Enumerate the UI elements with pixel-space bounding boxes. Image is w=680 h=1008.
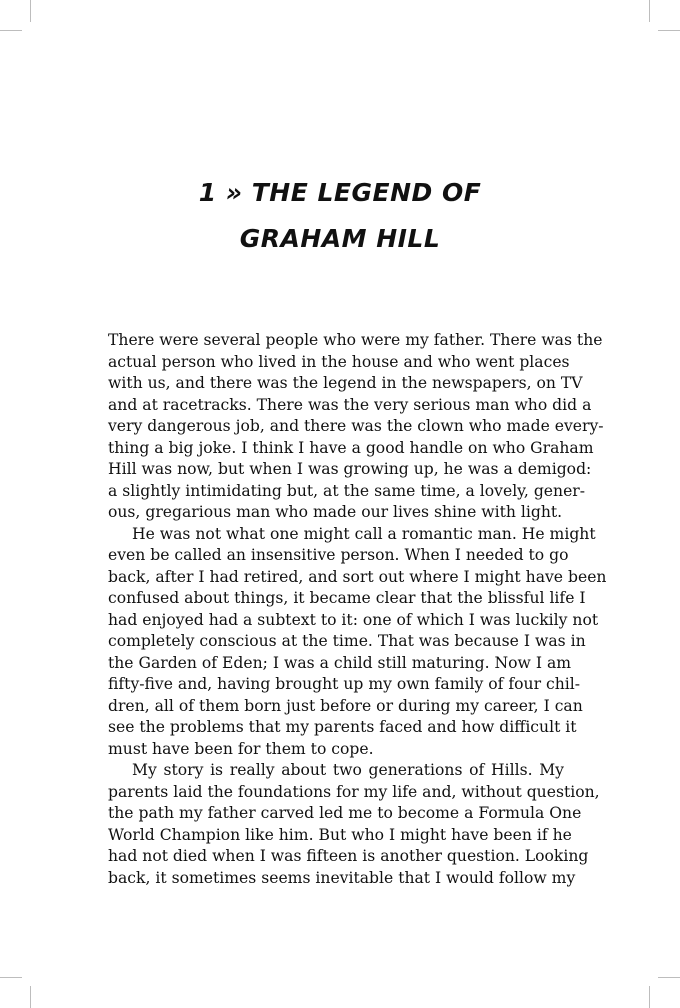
text-line: He was not what one might call a romantic man. He might (132, 524, 596, 543)
text-line: had enjoyed had a subtext to it: one of which I was luckily not (108, 610, 599, 629)
chapter-title (0, 170, 680, 262)
crop-mark-top-left-h (0, 30, 22, 31)
text-line: My story is really about two generations of Hills. My (132, 761, 564, 779)
crop-mark-bottom-right (649, 986, 650, 1008)
crop-mark-top-right (649, 0, 650, 22)
text-line: completely conscious at the time. That was because I was in (108, 632, 586, 650)
crop-mark-top-left (30, 0, 31, 22)
body-text (108, 330, 607, 889)
text-line: even be called an insensitive person. When I needed to go (108, 546, 569, 564)
text-line: Hill was now, but when I was growing up, he was a demigod: (108, 460, 592, 478)
text-line: World Champion like him. But who I might have been if he (108, 825, 572, 844)
crop-mark-bottom-right-h (658, 977, 680, 978)
crop-mark-bottom-left (30, 986, 31, 1008)
text-line: the Garden of Eden; I was a child still maturing. Now I am (108, 653, 572, 672)
crop-mark-top-right-h (658, 30, 680, 31)
text-line: parents laid the foundations for my life and, without question, (108, 782, 600, 801)
text-line: the path my father carved led me to become a Formula One (108, 804, 582, 822)
text-line: thing a big joke. I think I have a good handle on who Graham (108, 438, 594, 457)
text-line: and at racetracks. There was the very serious man who did a (108, 395, 592, 414)
text-line: fifty-five and, having brought up my own family of four chil- (108, 675, 581, 693)
chapter-title-line-2: GRAHAM HILL (239, 224, 441, 253)
text-line: see the problems that my parents faced and how difficult it (108, 718, 577, 736)
text-line: had not died when I was fifteen is another question. Looking (108, 847, 589, 865)
text-line: ous, gregarious man who made our lives shine with light. (108, 503, 563, 521)
text-line: must have been for them to cope. (108, 739, 374, 758)
text-line: with us, and there was the legend in the newspapers, on TV (108, 374, 583, 392)
text-line: actual person who lived in the house and who went places (108, 352, 570, 371)
text-line: confused about things, it became clear that the blissful life I (108, 589, 586, 607)
text-line: back, after I had retired, and sort out where I might have been (108, 567, 607, 586)
text-line: a slightly intimidating but, at the same time, a lovely, gener- (108, 481, 586, 500)
text-line: There were several people who were my father. There was the (108, 331, 603, 349)
text-line: back, it sometimes seems inevitable that I would follow my (108, 868, 576, 887)
text-line: dren, all of them born just before or during my career, I can (108, 696, 583, 715)
text-line: very dangerous job, and there was the clown who made every- (108, 417, 604, 435)
chapter-title-line-1: 1 » THE LEGEND OF (198, 178, 482, 207)
crop-mark-bottom-left-h (0, 977, 22, 978)
